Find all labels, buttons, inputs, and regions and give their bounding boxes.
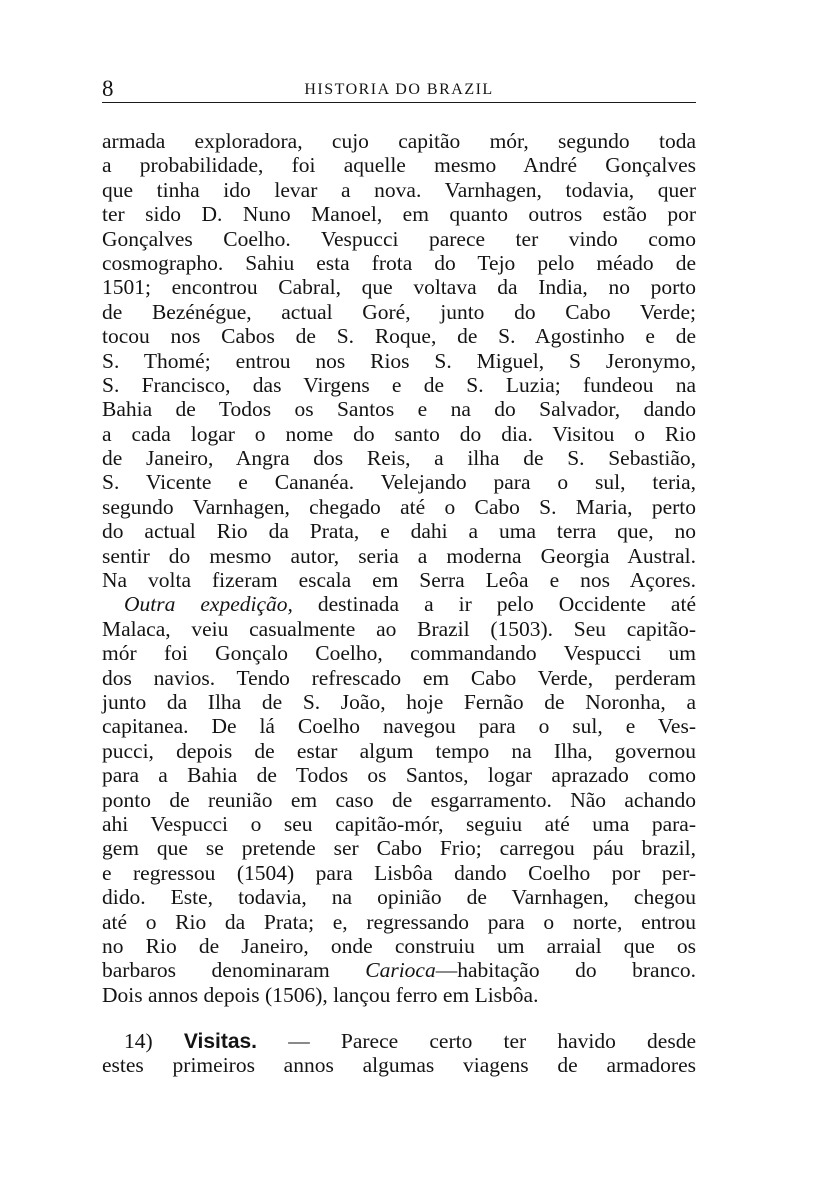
section-number: 14)	[124, 1029, 153, 1054]
body-text	[102, 129, 696, 1078]
text-line: armada exploradora, cujo capitão mór, segundo toda	[102, 129, 696, 153]
text-line: segundo Varnhagen, chegado até o Cabo S. Maria, perto	[102, 494, 696, 519]
section-14	[102, 1029, 696, 1078]
text-run: destinada a ir pelo Occidente até	[292, 592, 696, 617]
text-line: Malaca, veiu casualmente ao Brazil (1503). Seu capitão-	[102, 616, 696, 641]
italic-word: Carioca	[365, 958, 436, 983]
text-run: — Parece certo ter havido desde	[288, 1029, 697, 1054]
text-line: capitanea. De lá Coelho navegou para o sul, e Ves-	[102, 714, 696, 739]
text-line: a probabilidade, foi aquelle mesmo André Gonçalves	[102, 153, 696, 178]
text-line: de Bezénégue, actual Goré, junto do Cabo Verde;	[102, 299, 696, 324]
text-line: sentir do mesmo autor, seria a moderna Georgia Austral.	[102, 543, 696, 568]
page-number: 8	[102, 76, 114, 101]
text-line	[102, 958, 696, 982]
book-page	[102, 76, 696, 1078]
page-header	[102, 76, 696, 103]
text-line	[102, 592, 696, 616]
text-line: Bahia de Todos os Santos e na do Salvador, dando	[102, 397, 696, 422]
running-title: HISTORIA DO BRAZIL	[304, 81, 494, 98]
paragraph-1	[102, 129, 696, 592]
text-line: dido. Este, todavia, na opinião de Varnhagen, chegou	[102, 885, 696, 910]
text-run: barbaros denominaram	[102, 958, 366, 983]
text-line: Dois annos depois (1506), lançou ferro em Lisbôa.	[102, 982, 539, 1007]
section-gap	[102, 1007, 696, 1029]
text-line: S. Francisco, das Virgens e de S. Luzia; fundeou na	[102, 372, 696, 397]
text-line: para a Bahia de Todos os Santos, logar aprazado como	[102, 763, 696, 788]
text-line: ter sido D. Nuno Manoel, em quanto outros estão por	[102, 202, 696, 227]
text-line: Gonçalves Coelho. Vespucci parece ter vindo como	[102, 226, 696, 251]
italic-phrase: Outra expedição,	[124, 592, 293, 617]
text-line: no Rio de Janeiro, onde construiu um arraial que os	[102, 933, 696, 958]
text-line: que tinha ido levar a nova. Varnhagen, todavia, quer	[102, 177, 696, 202]
text-line: do actual Rio da Prata, e dahi a uma terra que, no	[102, 519, 696, 544]
text-line: até o Rio da Prata; e, regressando para o norte, entrou	[102, 909, 696, 934]
text-line: e regressou (1504) para Lisbôa dando Coelho por per-	[102, 860, 696, 885]
text-line: 1501; encontrou Cabral, que voltava da India, no porto	[102, 275, 696, 300]
text-line: pucci, depois de estar algum tempo na Ilha, governou	[102, 738, 696, 763]
text-line: cosmographo. Sahiu esta frota do Tejo pelo méado de	[102, 250, 696, 275]
text-line: a cada logar o nome do santo do dia. Visitou o Rio	[102, 421, 696, 446]
text-line: mór foi Gonçalo Coelho, commandando Vespucci um	[102, 641, 696, 666]
text-line: junto da Ilha de S. João, hoje Fernão de Noronha, a	[102, 689, 696, 714]
text-run: —habitação do branco.	[435, 958, 696, 983]
text-line: S. Thomé; entrou nos Rios S. Miguel, S Jeronymo,	[102, 348, 696, 373]
text-line: S. Vicente e Cananéa. Velejando para o sul, teria,	[102, 470, 696, 495]
text-line: Na volta fizeram escala em Serra Leôa e nos Açores.	[102, 568, 696, 593]
text-line: ahi Vespucci o seu capitão-mór, seguiu até uma para-	[102, 811, 696, 836]
text-line: gem que se pretende ser Cabo Frio; carregou páu brazil,	[102, 836, 696, 861]
text-line	[102, 1029, 696, 1053]
paragraph-2	[102, 592, 696, 1007]
text-line: estes primeiros annos algumas viagens de armadores	[102, 1053, 696, 1078]
text-line: de Janeiro, Angra dos Reis, a ilha de S. Sebastião,	[102, 446, 696, 471]
section-title: Visitas.	[183, 1030, 258, 1054]
text-line: ponto de reunião em caso de esgarramento. Não achando	[102, 787, 696, 812]
text-line: tocou nos Cabos de S. Roque, de S. Agostinho e de	[102, 324, 696, 349]
text-line: dos navios. Tendo refrescado em Cabo Verde, perderam	[102, 665, 696, 690]
